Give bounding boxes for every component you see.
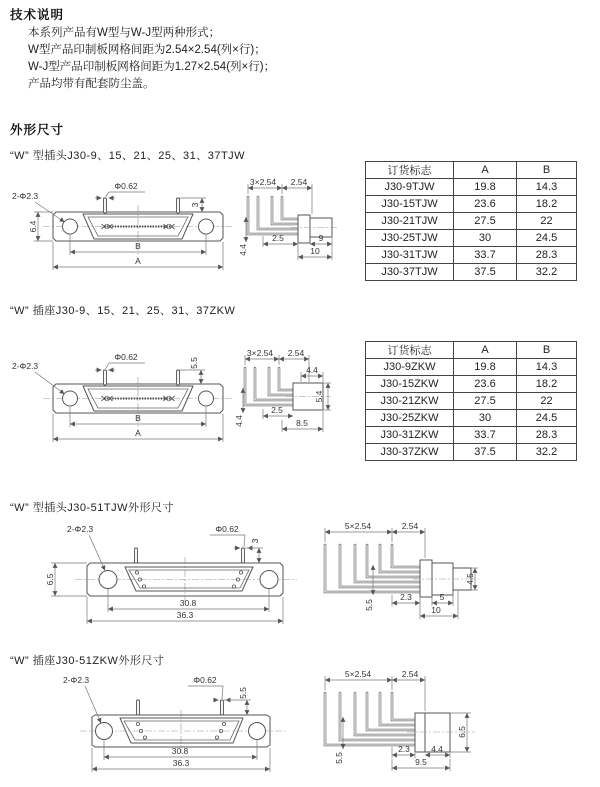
dim-label: 5.5 [364,599,374,611]
drawing-line [244,535,245,547]
table-cell: J30-25TJW [366,230,454,247]
table-cell: J30-15ZKW [366,376,454,393]
tjw-spec-table [365,161,577,281]
dim-label: 4.4 [431,744,443,754]
drawing-line [129,570,249,588]
drawing-zkw-socket [5,330,370,475]
section3-heading: “W” 型插头J30-51TJW外形尺寸 [10,502,174,514]
dim-label: 10 [431,605,441,615]
dim-label: 5.5 [334,752,344,764]
drawing-51tjw [5,515,480,655]
dim-label: Φ0.62 [193,675,217,685]
table-row [366,427,577,444]
mounting-hole [260,571,278,589]
dim-label: 5×2.54 [344,521,372,531]
tech-note-line: 本系列产品有W型与W-J型两种形式； [28,27,221,39]
pin [392,545,421,567]
dim-label: Φ0.62 [215,524,239,534]
pin [137,700,140,715]
table-cell: 14.3 [517,179,577,196]
mounting-hole [99,571,117,589]
pin [242,548,245,563]
pin [392,693,416,720]
tech-notes-title: 技术说明 [10,8,65,22]
contact [136,722,139,725]
dim-label: 3 [250,538,260,544]
pin [177,198,180,213]
shell-outline [120,718,243,743]
dim-label: 2-Φ2.3 [12,191,39,201]
column-header: 订货标志 [366,342,454,359]
dim-label: B [135,241,141,251]
pin [221,700,224,715]
drawing-line [392,545,421,567]
table-cell: 24.5 [517,230,577,247]
table-cell: J30-37TJW [366,264,454,281]
dim-label: 2.3 [400,592,412,602]
table-cell: 19.8 [454,359,517,376]
dim-label: 36.3 [176,610,194,620]
table-row [366,393,577,410]
drawing-line [106,363,110,369]
pin [104,370,107,385]
tech-note-line: 产品均带有配套防尘盖。 [28,78,155,90]
dim-label: 5.5 [238,687,248,699]
table-cell: 37.5 [454,264,517,281]
dim-label: 2-Φ2.3 [12,361,39,371]
dim-label: 4.5 [465,573,475,585]
drawing-line [106,192,110,197]
table-cell: J30-21ZKW [366,393,454,410]
table-row [366,213,577,230]
drawing-line [85,686,101,723]
table-cell: J30-21TJW [366,213,454,230]
tech-notes [28,25,275,93]
column-header: B [517,162,577,179]
table-cell: 30 [454,230,517,247]
mounting-hole [63,391,78,406]
table-cell: 27.5 [454,393,517,410]
pin [135,548,138,563]
dim-label: A [135,256,141,266]
column-header: A [454,162,517,179]
dim-label: 2.54 [401,669,419,679]
contact [135,571,138,574]
outline-title: 外形尺寸 [10,123,65,137]
drawing-line [89,535,105,571]
contact [143,736,146,739]
dim-label: B [135,413,141,423]
drawing-line [340,693,416,740]
table-cell: 28.3 [517,247,577,264]
dim-label: 6.5 [45,573,55,586]
mounting-hole [249,723,266,740]
table-row [366,247,577,264]
table-cell: 32.2 [517,264,577,281]
dim-label: 5.5 [189,357,199,369]
table-cell: 19.8 [454,179,517,196]
dim-label: 36.3 [172,758,190,768]
table-row [366,196,577,213]
drawing-line [279,368,292,390]
table-cell: J30-25ZKW [366,410,454,427]
table-row [366,376,577,393]
section2-heading: “W” 插座J30-9、15、21、25、31、37ZKW [10,305,236,317]
tech-note-line: W-J型产品印制板网格间距为1.27×2.54(列×行)； [28,61,276,73]
dim-label: 4.4 [306,365,318,375]
table-cell: J30-31ZKW [366,427,454,444]
table-cell: 27.5 [454,213,517,230]
drawing-tjw-plug [5,158,370,293]
table-cell: 30 [454,410,517,427]
pin [177,370,180,385]
table-cell: 28.3 [517,427,577,444]
dim-label: 2-Φ2.3 [67,524,94,534]
table-zkw-wrapper [365,341,577,461]
dim-label: 5×2.54 [344,669,372,679]
dim-label: A [135,428,141,438]
table-cell: 32.2 [517,444,577,461]
contact [222,722,225,725]
dim-label: 2-Φ2.3 [63,675,90,685]
table-row [366,230,577,247]
drawing-line [35,372,65,394]
tech-note-line: W型产品印制板网格间距为2.54×2.54(列×行)； [28,44,266,56]
dim-label: 2.54 [290,177,308,187]
drawing-line [282,197,297,219]
section4-heading: “W” 插座J30-51ZKW外形尺寸 [10,655,165,667]
table-cell: 18.2 [517,196,577,213]
dim-label: 5.4 [314,390,324,403]
drawing-line [124,721,239,740]
table-cell: J30-31TJW [366,247,454,264]
dim-label: 9.5 [415,757,427,767]
mounting-hole [199,219,214,234]
dim-label: 30.8 [179,598,197,608]
column-header: A [454,342,517,359]
drawing-line [392,693,416,720]
dim-label: 3×2.54 [249,177,277,187]
shell-outline [125,567,253,591]
table-cell: 14.3 [517,359,577,376]
zkw-spec-table [365,341,577,461]
drawing-line [222,686,223,699]
dim-label: 3×2.54 [246,348,274,358]
pin [282,197,297,219]
pin [340,693,416,740]
table-cell: J30-9TJW [366,179,454,196]
table-cell: 18.2 [517,376,577,393]
dim-label: 6.4 [28,220,38,233]
drawing-51zkw [5,665,480,787]
column-header: 订货标志 [366,162,454,179]
dim-label: 3 [190,202,200,208]
table-cell: 33.7 [454,427,517,444]
table-header-row [366,162,577,179]
section1-heading: “W” 型插头J30-9、15、21、25、31、37TJW [10,150,246,162]
table-cell: 23.6 [454,196,517,213]
dim-label: 4.4 [238,244,248,256]
table-row [366,264,577,281]
table-cell: J30-15TJW [366,196,454,213]
pin [104,198,107,213]
dim-label: 2.54 [401,521,419,531]
table-header-row [366,342,577,359]
dim-label: 2.3 [398,744,410,754]
table-cell: 22 [517,393,577,410]
dim-label: 10 [310,246,320,256]
contact [215,736,218,739]
column-header: B [517,342,577,359]
table-tjw-wrapper [365,161,577,281]
dim-label: 2.54 [287,348,305,358]
table-row [366,179,577,196]
dim-label: 9 [318,233,324,243]
dim-label: 5 [439,592,445,602]
contact [239,571,242,574]
connector-side-flange [420,560,432,597]
dim-label: 4.4 [234,415,244,427]
table-cell: 23.6 [454,376,517,393]
dim-label: 2.5 [272,233,284,243]
dim-label: 8.5 [296,418,308,428]
mounting-hole [199,391,214,406]
table-row [366,444,577,461]
table-cell: J30-9ZKW [366,359,454,376]
table-row [366,359,577,376]
table-row [366,410,577,427]
mounting-hole [96,723,113,740]
table-cell: 22 [517,213,577,230]
table-cell: J30-37ZKW [366,444,454,461]
dim-label: Φ0.62 [114,181,138,191]
dim-label: 6.5 [457,726,467,738]
table-cell: 37.5 [454,444,517,461]
dim-label: 2.5 [271,405,283,415]
dim-label: 30.8 [171,746,189,756]
mounting-hole [63,219,78,234]
connector-side-body [298,215,310,243]
pin [279,368,292,390]
table-cell: 33.7 [454,247,517,264]
table-cell: 24.5 [517,410,577,427]
dim-label: Φ0.62 [114,352,138,362]
